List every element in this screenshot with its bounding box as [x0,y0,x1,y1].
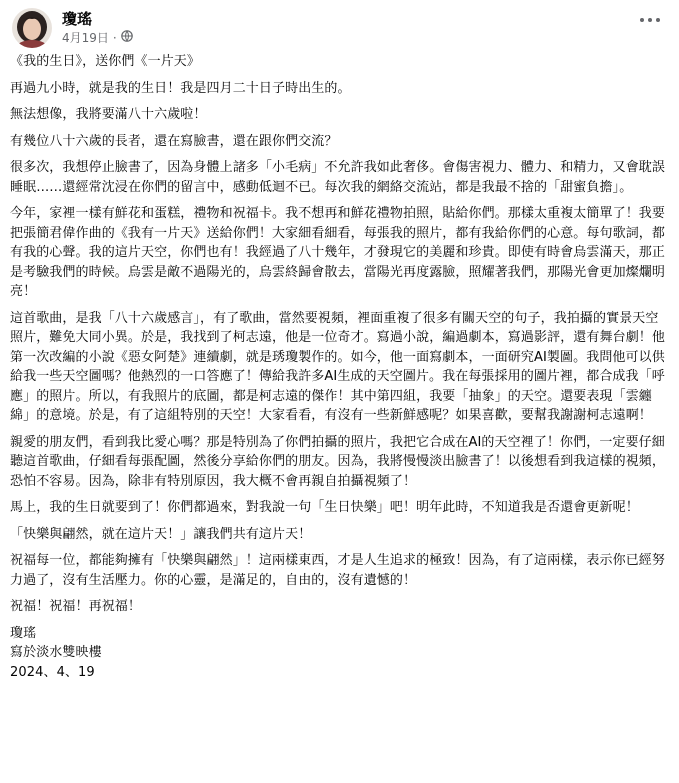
more-options-icon[interactable] [637,10,663,30]
post-paragraph-4: 有幾位八十六歲的長者，還在寫臉書，還在跟你們交流？ [10,133,338,149]
post-body [10,52,670,682]
signature-place: 寫於淡水雙映樓 [10,645,102,660]
post-date[interactable]: 4月19日 [62,30,109,45]
post-paragraph-10: 「快樂與翩然，就在這片天！」讓我們共有這片天！ [10,526,312,542]
author-name[interactable]: 瓊瑤 [62,10,93,28]
post-header [12,8,667,44]
post-paragraph-6: 今年，家裡一樣有鮮花和蛋糕，禮物和祝福卡。我不想再和鮮花禮物拍照，貼給你們。那樣太重複太簡單了！我要把張簡君偉作曲的《我有一片天》送給你們！大家細看細看，每張我的照片，都有我給你們的心意。每句歌詞，都有我的心聲。我的這片天空，你們也有！我經過了八十幾年，才發現它的美麗和珍貴。即使有時會烏雲滿天，那正是考驗我們的時候。烏雲是敵不過陽光的，烏雲終歸會散去，當陽光再度露臉，照耀著我們，那陽光會更加燦爛明亮！ [10,206,666,299]
signature-name: 瓊瑤 [10,625,37,641]
post-paragraph-8: 親愛的朋友們，看到我比愛心嗎？那是特別為了你們拍攝的照片，我把它合成在AI的天空裡了！你們，一定要仔細聽這首歌曲，仔細看每張配圖，然後分享給你們的朋友。因為，我將慢慢淡出臉書了！以後想看到我這樣的視頻，恐怕不容易。因為，除非有特別原因，我大概不會再親自拍攝視頻了！ [10,434,666,489]
post-paragraph-3: 無法想像，我將要滿八十六歲啦！ [10,107,207,122]
avatar[interactable] [12,8,52,48]
post-paragraph-2: 再過九小時，就是我的生日！我是四月二十日子時出生的。 [10,80,351,96]
post-paragraph-7: 這首歌曲，是我「八十六歲感言」，有了歌曲，當然要視頻，裡面重複了很多有關天空的句子，我拍攝的實景天空照片，難免大同小異。於是，我找到了柯志遠，他是一位奇才。寫過小說，編過劇本，寫過影評，還有舞台劇！他第一次改編的小說《惡女阿楚》連續劇，就是琇瓊製作的。如今，他一面寫劇本，一面研究AI製圖。我問他可以供給我一些天空圖嗎？他熱烈的一口答應了！傳給我許多AI生成的天空圖片。我在每張採用的圖片裡，都合成我「呼應」的照片。所以，有我照片的底圖，都是柯志遠的傑作！其中第四組，我要「抽象」的天空。還要表現「雲纏綿」的意境。於是，有了這組特別的天空！大家看看，有沒有一些新鮮感呢？如果喜歡，要幫我謝謝柯志遠啊！ [10,310,666,423]
post-paragraph-11: 祝福每一位，都能夠擁有「快樂與翩然」！這兩樣東西，才是人生追求的極致！因為，有了這兩樣，表示你已經努力過了，沒有生活壓力。你的心靈，是滿足的，自由的，沒有遺憾的！ [10,553,666,588]
meta-separator: · [112,30,117,45]
post-paragraph-5: 很多次，我想停止臉書了，因為身體上諸多「小毛病」不允許我如此奢侈。會傷害視力、體力、和精力，又會耽誤睡眠……還經常沈浸在你們的留言中，感動低迴不已。每次我的網絡交流站，都是我最不捨的「甜蜜負擔」。 [10,160,666,195]
globe-icon [121,30,133,46]
post-meta [62,30,133,46]
post-paragraph-9: 馬上，我的生日就要到了！你們都過來，對我說一句「生日快樂」吧！明年此時，不知道我是否還會更新呢！ [10,500,639,515]
post-paragraph-1: 《我的生日》，送你們《一片天》 [10,54,201,69]
post-paragraph-12: 祝福！祝福！再祝福！ [10,599,142,614]
signature-date: 2024、4、19 [10,664,95,680]
